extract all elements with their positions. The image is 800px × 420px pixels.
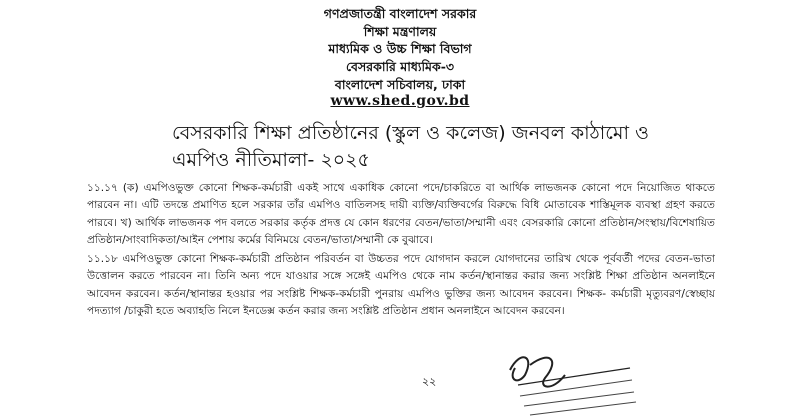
ministry-name: শিক্ষা মন্ত্রণালয় <box>363 24 437 39</box>
govt-name: গণপ্রজাতন্ত্রী বাংলাদেশ সরকার <box>323 6 477 21</box>
paragraph-11-17: ১১.১৭ (ক) এমপিওভুক্ত কোনো শিক্ষক-কর্মচারী একই সাথে একাধিক কোনো পদে/চাকরিতে বা আর্থিক লাভজনক কোনো পদে নিয়োজিত থাকতে পারবেন না। এটি তদন্তে প্রমাণিত হলে সরকার তাঁর এমপিও বাতিলসহ দায়ী ব্যক্তি/ব্যক্তিবর্গের বিরুদ্ধে বিধি মোতাবেক শাস্তিমূলক ব্যবস্থা গ্রহণ করতে পারবে। খ) আর্থিক লাভজনক পদ বলতে সরকার কর্তৃক প্রদত্ত যে কোন ধরণের বেতন/ভাতা/সম্মানী এবং বেসরকারি কোনো প্রতিষ্ঠান/সংস্থায়/বিশেষায়িত প্রতিষ্ঠান/সাংবাদিকতা/আইন পেশায় কর্মের বিনিময়ে বেতন/ভাতা/সম্মানী কে বুঝাবে। <box>87 182 715 246</box>
document-title-line1: বেসরকারি শিক্ষা প্রতিষ্ঠানের (স্কুল ও কলেজ) জনবল কাঠামো ও <box>172 122 650 144</box>
signature-stamp <box>490 330 640 420</box>
page-number: ২২ <box>422 375 437 388</box>
division-name: মাধ্যমিক ও উচ্চ শিক্ষা বিভাগ <box>328 41 472 56</box>
section-name: বেসরকারি মাধ্যমিক-৩ <box>345 59 455 74</box>
document-title-line2: এমপিও নীতিমালা- ২০২৫ <box>172 149 370 171</box>
website-link[interactable]: www.shed.gov.bd <box>330 93 470 109</box>
office-address: বাংলাদেশ সচিবালয়, ঢাকা <box>334 77 466 92</box>
paragraph-11-18: ১১.১৮ এমপিওভুক্ত কোনো শিক্ষক-কর্মচারী প্রতিষ্ঠান পরিবর্তন বা উচ্চতর পদে যোগদান করলে যোগদানের তারিখ থেকে পূর্ববর্তী পদের বেতন-ভাতা উত্তোলন করতে পারবেন না। তিনি অন্য পদে যাওয়ার সঙ্গে সঙ্গেই এমপিও থেকে নাম কর্তন/স্থানান্তর করার জন্য সংশ্লিষ্ট শিক্ষা প্রতিষ্ঠান অনলাইনে আবেদন করবেন। কর্তন/স্থানান্তর হওয়ার পর সংশ্লিষ্ট শিক্ষক-কর্মচারী পুনরায় এমপিও ভুক্তির জন্য আবেদন করবেন। শিক্ষক- কর্মচারী মৃত্যুবরণ/স্বেচ্ছায় পদত্যাগ /চাকুরী হতে অব্যাহতি নিলে ইনডেক্স কর্তন করার জন্য সংশ্লিষ্ট প্রতিষ্ঠান প্রধান অনলাইনে আবেদন করবেন। <box>87 253 715 317</box>
